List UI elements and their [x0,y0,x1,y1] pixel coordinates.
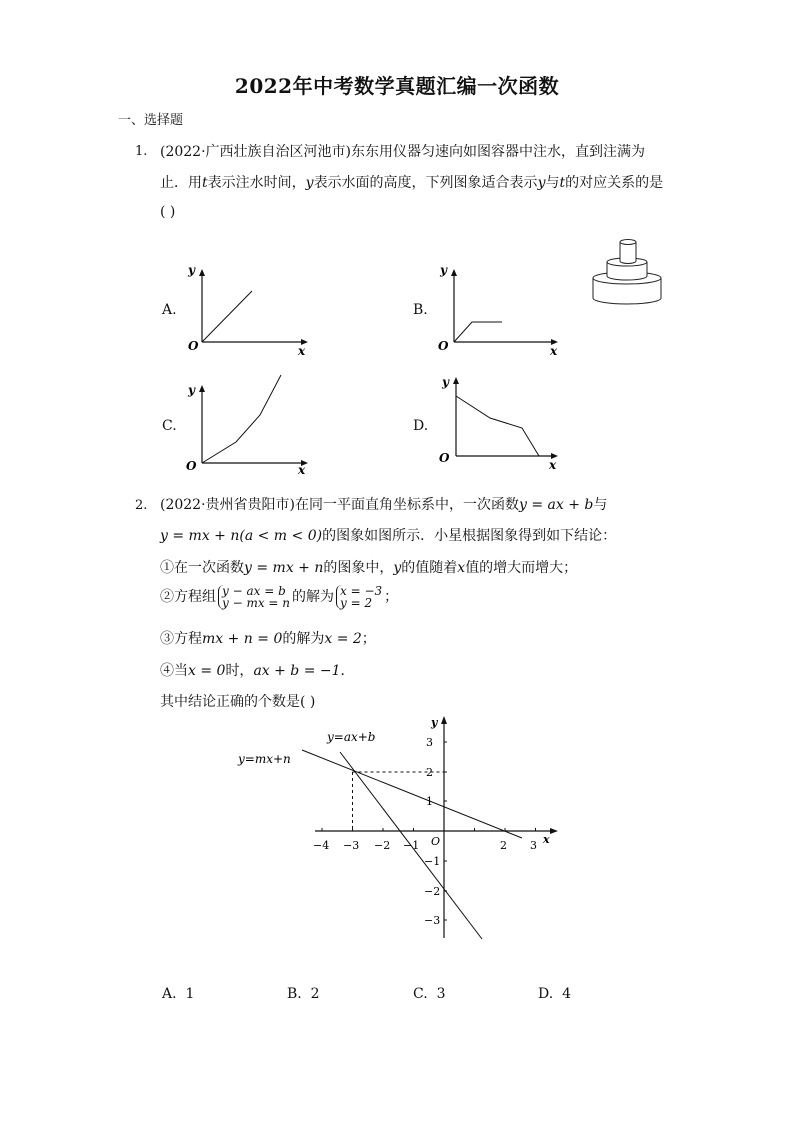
label-mx-n: y=mx+n [238,752,291,766]
q2-conclusion-2: ②方程组 y − ax = b y − mx = n 的解为 x = −3 y = 2 ； [160,584,399,610]
q1-line1: (2022·广西壮族自治区河池市)东东用仪器匀速向如图容器中注水，直到注满为 [160,144,646,160]
q2-option-d[interactable]: D. 4 [538,986,572,1002]
q1-option-d-label[interactable]: D. [413,418,429,434]
y-tick-3: 3 [426,736,433,749]
q1-d-origin: O [439,451,450,465]
x-tick-neg1: −1 [403,839,420,852]
q2-coordinate-graph [230,712,570,944]
line-mx-n [302,750,522,838]
stepped-container-figure [590,232,670,308]
solution-system: x = −3 y = 2 [336,585,382,609]
q1-line2: 止．用t表示注水时间，y表示水面的高度，下列图象适合表示y与t的对应关系的是 [160,175,664,191]
q2-question: 其中结论正确的个数是( ) [160,694,316,710]
x-tick-neg2: −2 [374,839,391,852]
q2-option-b[interactable]: B. 2 [287,986,320,1002]
section-heading: 一、选择题 [118,113,184,128]
q1-option-d-graph[interactable] [430,372,565,472]
y-tick-neg3: −3 [424,914,441,927]
y-tick-2: 2 [426,766,433,779]
x-tick-3: 3 [530,839,537,852]
x-tick-neg4: −4 [313,839,330,852]
q1-b-origin: O [438,339,449,353]
q1-d-x-label: x [549,458,557,472]
y-tick-neg1: −1 [424,855,441,868]
q2-conclusion-1: ①在一次函数y = mx + n的图象中，y的值随着x值的增大而增大； [160,560,578,576]
q1-option-b-label[interactable]: B. [413,302,428,318]
q1-b-x-label: x [550,344,558,358]
q2-option-c[interactable]: C. 3 [413,986,446,1002]
q1-d-y-label: y [442,375,449,389]
q2-line2: y = mx + n(a < m < 0)的图象如图所示．小星根据图象得到如下结论： [160,528,617,544]
q1-c-origin: O [186,459,197,473]
q2-origin: O [431,835,441,848]
q1-option-c-graph[interactable] [180,372,315,478]
q1-option-c-label[interactable]: C. [162,418,177,434]
q2-number: 2. [135,498,148,513]
q2-conclusion-4: ④当x = 0时，ax + b = −1． [160,663,355,679]
q2-option-a[interactable]: A. 1 [162,986,195,1002]
x-tick-neg3: −3 [343,839,360,852]
q1-number: 1. [135,144,148,159]
x-tick-2: 2 [500,839,507,852]
page-title: 2022年中考数学真题汇编一次函数 [234,74,560,98]
q2-y-label: y [431,716,438,729]
q1-a-y-label: y [188,263,195,277]
q1-c-x-label: x [298,463,306,477]
equation-system: y − ax = b y − mx = n [218,585,290,609]
q2-line1: (2022·贵州省贵阳市)在同一平面直角坐标系中，一次函数y = ax + b与 [160,497,608,513]
label-ax-b: y=ax+b [327,730,376,744]
q1-b-y-label: y [440,263,447,277]
q1-answer-blank: ( ) [160,204,176,220]
q1-a-x-label: x [298,344,306,358]
q2-x-label: x [543,833,550,846]
q1-a-origin: O [188,339,199,353]
q2-conclusion-3: ③方程mx + n = 0的解为x = 2； [160,631,376,647]
y-tick-1: 1 [426,795,433,808]
q1-option-b-graph[interactable] [430,258,565,358]
q1-c-y-label: y [188,383,195,397]
y-tick-neg2: −2 [424,885,441,898]
q1-option-a-label[interactable]: A. [162,302,177,318]
q1-option-a-graph[interactable] [180,258,315,358]
